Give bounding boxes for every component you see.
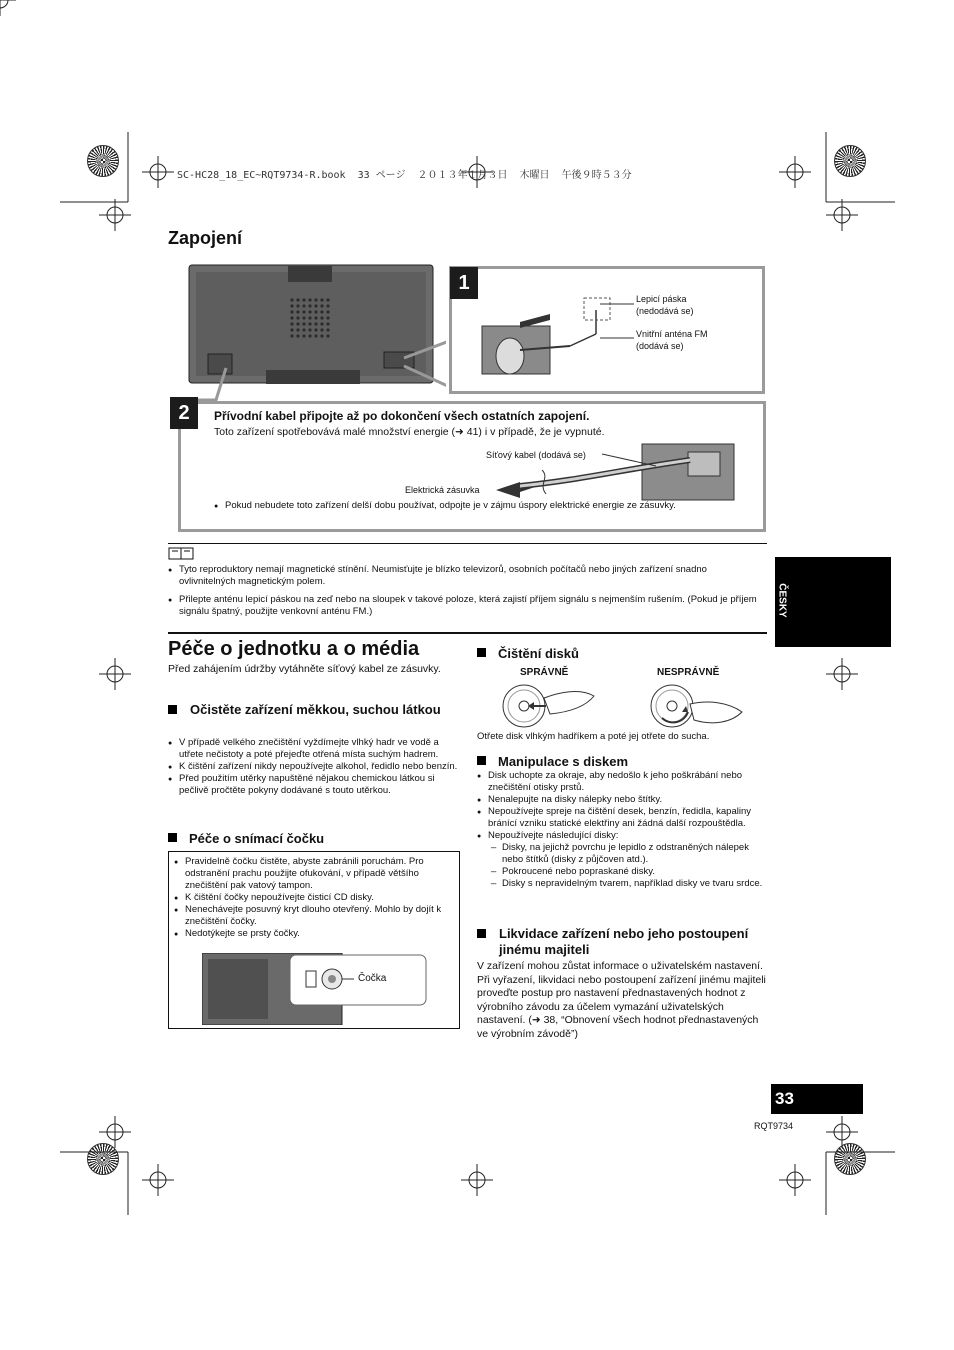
section-divider (168, 543, 767, 544)
list-item: ● Nedotýkejte se prsty čočky. (174, 928, 450, 940)
print-file-line: SC-HC28_18_EC~RQT9734-R.book 33 ページ ２０１３年１月３日 木曜日 午後９時５３分 (177, 170, 632, 181)
label-outlet: Elektrická zásuvka (405, 485, 480, 495)
list-item: ● Pravidelně čočku čistěte, abyste zabránili poruchám. Pro odstranění prachu použijte ofukování, v případě většího znečištění pak vatový tampon. (174, 856, 450, 892)
disc-correct-illustration (500, 682, 600, 730)
notes-list (168, 564, 766, 618)
list-item: – Disky, na jejichž povrchu je lepidlo z odstraněných nálepek nebo štítků (disky z půjčoven atd.). (491, 842, 767, 866)
clean-unit-heading: Očistěte zařízení měkkou, suchou látkou (168, 702, 458, 718)
disposal-text: V zařízení mohou zůstat informace o uživatelském nastavení. Při vyřazení, likvidaci nebo postoupení zařízení jinému majiteli proveďte postup pro nastavení přednastavených hodnot z výrobního závodu za účelem vymazání uživatelských nastavení. (➜ 38, “Obnovení všech hodnot přednastavených ve výrobním závodě”) (477, 960, 766, 1040)
cable-callout-line (602, 452, 662, 472)
list-item: ● Pokud nebudete toto zařízení delší dobu používat, odpojte je v zájmu úspory elektrické energie ze zásuvky. (214, 500, 744, 512)
list-item: ● Přilepte anténu lepicí páskou na zeď nebo na sloupek v takové poloze, která zajistí příjem signálu s nejmenším rušením. (Pokud je příjem signálu špatný, použijte venkovní anténu FM.) (168, 594, 766, 618)
step1-badge: 1 (450, 267, 478, 299)
disc-clean-text: Otřete disk vlhkým hadříkem a poté jej otřete do sucha. (477, 731, 710, 742)
step2-text: Toto zařízení spotřebovává malé množství energie (➜ 41) i v případě, že je vypnuté. (214, 426, 605, 438)
label-correct: SPRÁVNĚ (520, 667, 569, 678)
registration-rosette-bl (87, 1143, 119, 1175)
list-item: ● Nenalepujte na disky nálepky nebo štítky. (477, 794, 767, 806)
square-bullet-icon (477, 929, 486, 938)
section-title-care: Péče o jednotku a o média (168, 638, 420, 660)
care-intro: Před zahájením údržby vytáhněte síťový kabel ze zásuvky. (168, 663, 441, 675)
care-divider (168, 632, 767, 634)
document-code: RQT9734 (754, 1121, 794, 1131)
list-item: ● Tyto reproduktory nemají magnetické stínění. Neumisťujte je blízko televizorů, osobních počítačů nebo jiných zařízení snadno ovlivnitelných magnetickým polem. (168, 564, 766, 588)
square-bullet-icon (477, 648, 486, 657)
label-fm-antenna: Vnitřní anténa FM (dodává se) (636, 329, 708, 351)
label-lens: Čočka (358, 973, 387, 984)
handling-block (477, 770, 767, 890)
antenna-callout-lines (600, 298, 640, 368)
registration-rosette-br (834, 1143, 866, 1175)
square-bullet-icon (168, 833, 177, 842)
clean-unit-list (168, 737, 458, 797)
language-tab-label: ČESKY (776, 583, 788, 618)
list-item: ● Před použitím utěrky napuštěné nějakou chemickou látkou si pečlivě pročtěte pokyny dodávané s touto utěrkou. (168, 773, 458, 797)
registration-rosette-tr (834, 145, 866, 177)
book-note-icon (168, 547, 194, 560)
section-title-connection: Zapojení (168, 228, 243, 248)
label-wrong: NESPRÁVNĚ (657, 667, 720, 678)
disposal-heading: Likvidace zařízení nebo jeho postoupení jinému majiteli (477, 926, 767, 958)
list-item: ● K čištění čočky nepoužívejte čisticí CD disky. (174, 892, 450, 904)
list-item: ● Nepoužívejte spreje na čištění desek, benzín, ředidla, kapaliny bránící vzniku statické elektřiny ani žádná další rozpouštědla. (477, 806, 767, 830)
step2-bullet-list (214, 500, 744, 512)
lens-heading: Péče o snímací čočku (168, 831, 324, 847)
page-number-box (771, 1084, 863, 1114)
square-bullet-icon (168, 705, 177, 714)
list-item: ● Nepoužívejte následující disky: (477, 830, 767, 842)
disc-clean-heading: Čištění disků (477, 646, 579, 662)
language-side-tab (775, 557, 891, 647)
list-item: ● Nenechávejte posuvný kryt dlouho otevřený. Mohlo by dojít k znečištění čočky. (174, 904, 450, 928)
list-item: ● Disk uchopte za okraje, aby nedošlo k jeho poškrábání nebo znečištění otisky prstů. (477, 770, 767, 794)
lens-illustration (202, 953, 428, 1025)
list-item: – Pokroucené nebo popraskané disky. (491, 866, 767, 878)
page-number: 33 (775, 1089, 794, 1108)
list-item: ● V případě velkého znečištění vyždímejte vlhký hadr ve vodě a utřete nečistoty a poté přejeďte otřená místa suchým hadrem. (168, 737, 458, 761)
label-adhesive-tape: Lepicí páska (nedodává se) (636, 294, 694, 316)
list-item: – Disky s nepravidelným tvarem, například disky ve tvaru srdce. (491, 878, 767, 890)
step2-badge: 2 (170, 397, 198, 429)
step2-heading: Přívodní kabel připojte až po dokončení všech ostatních zapojení. (214, 409, 590, 423)
handling-heading: Manipulace s diskem (477, 754, 628, 770)
lens-list (174, 856, 450, 940)
list-item: ● K čištění zařízení nikdy nepoužívejte alkohol, ředidlo nebo benzín. (168, 761, 458, 773)
label-power-cable: Síťový kabel (dodává se) (486, 450, 586, 460)
square-bullet-icon (477, 756, 486, 765)
disc-wrong-illustration (648, 682, 748, 730)
unit-rear-illustration (188, 264, 436, 386)
registration-rosette-tl (87, 145, 119, 177)
